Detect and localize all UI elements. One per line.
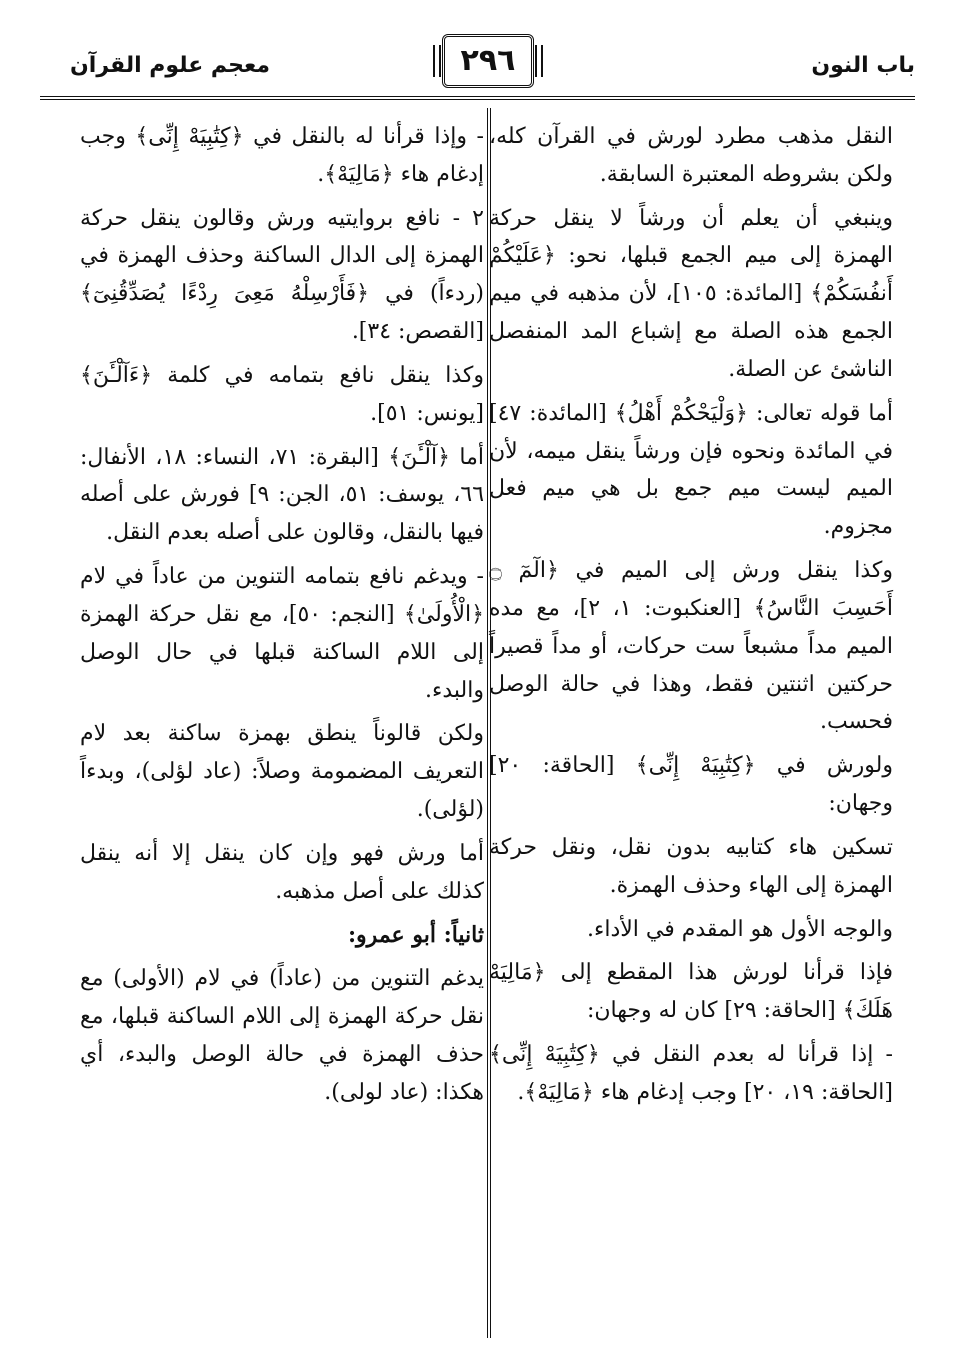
paragraph: ولكن قالوناً ينطق بهمزة ساكنة بعد لام التعريف المضمومة وصلاً: (عاد لؤلى)، وبدءاً (لؤلى). — [80, 721, 484, 823]
paragraph: النقل مذهب مطرد لورش في القرآن كله، ولكن بشروطه المعتبرة السابقة. — [489, 124, 893, 187]
paragraph: ولورش في ﴿كِتَٰبِيَهْ إِنِّى﴾ [الحاقة: ٢٠] وجهان: — [489, 753, 893, 817]
paragraph: ٢ - نافع بروايتيه ورش وقالون ينقل حركة الهمزة إلى الدال الساكنة وحذف الهمزة في (ردءاً) في ﴿فَأَرْسِلْهُ مَعِىَ رِدْءًا يُصَدِّقُنِىٓ﴾ [القصص: ٣٤]. — [80, 205, 484, 345]
paragraph: وينبغي أن يعلم أن ورشاً لا ينقل حركة الهمزة إلى ميم الجمع قبلها، نحو: ﴿عَلَيْكُمْ أَنفُسَكُمْ﴾ [المائدة: ١٠٥]، لأن مذهبه في ميم الجمع هذه الصلة مع إشباع المد المنفصل الناشئ عن الصلة. — [489, 205, 893, 382]
right-column — [489, 118, 893, 1118]
paragraph: أما قوله تعالى: ﴿وَلْيَحْكُمْ أَهْلُ﴾ [المائدة: ٤٧] في المائدة ونحوه فإن ورشاً ينقل ميمه، لأن الميم ليست ميم جمع بل هي ميم فعل مجزوم. — [489, 400, 893, 540]
paragraph: وكذا ينقل نافع بتمامه في كلمة ﴿ءَآلْـَٔنَ﴾ [يونس: ٥١]. — [80, 362, 484, 426]
paragraph: - إذا قرأنا له بعدم النقل في ﴿كِتَٰبِيَهْ إِنِّى﴾ [الحاقة: ١٩، ٢٠] وجب إدغام هاء ﴿مَالِيَهْ﴾. — [489, 1042, 893, 1105]
page-number: ٢٩٦ — [442, 34, 534, 88]
paragraph: يدغم التنوين من (عاداً) في لام (الأولى) مع نقل حركة الهمزة إلى اللام الساكنة قبلها، مع حذف الهمزة في حالة الوصل والبدء، أي هكذا: (عاد لولى). — [80, 966, 484, 1105]
header-rule — [40, 96, 915, 100]
page-header — [40, 28, 915, 100]
paragraph: فإذا قرأنا لورش هذا المقطع إلى ﴿مَالِيَهْ هَلَكَ﴾ [الحاقة: ٢٩] كان له وجهان: — [489, 960, 893, 1024]
left-column — [80, 118, 484, 1118]
paragraph: أما ﴿آلْـَٔنَ﴾ [البقرة: ٧١، النساء: ١٨، الأنفال: ٦٦، يوسف: ٥١، الجن: ٩] فورش على أصله فيها بالنقل، وقالون على أصله بعدم النقل. — [80, 444, 485, 546]
section-heading: ثانياً: أبو عمرو: — [347, 921, 484, 948]
chapter-title: باب النون — [811, 53, 915, 78]
paragraph: تسكين هاء كتابيه بدون نقل، ونقل حركة الهمزة إلى الهاء وحذف الهمزة. — [489, 834, 893, 898]
paragraph: وكذا ينقل ورش إلى الميم في ﴿الٓمٓ ۝ أَحَسِبَ النَّاسُ﴾ [العنكبوت: ١، ٢]، مع مده الميم مداً مشبعاً ست حركات، أو مداً قصيراً حركتين اثنتين فقط، وهذا في حالة الوصل فحسب. — [489, 558, 893, 735]
book-title: معجم علوم القرآن — [70, 53, 271, 78]
paragraph: والوجه الأول هو المقدم في الأداء. — [587, 916, 893, 942]
column-divider — [487, 108, 491, 1338]
paragraph: أما ورش فهو وإن كان ينقل إلا أنه ينقل كذلك على أصل مذهبه. — [80, 840, 484, 904]
paragraph: - وإذا قرأنا له بالنقل في ﴿كِتَٰبِيَهْ إِنِّى﴾ وجب إدغام هاء ﴿مَالِيَهْ﴾. — [80, 124, 484, 187]
paragraph: - ويدغم نافع بتمامه التنوين من عاداً في لام ﴿الْأُولَىٰ﴾ [النجم: ٥٠]، مع نقل حركة الهمزة إلى اللام الساكنة قبلها في حال الوصل والبدء. — [80, 564, 484, 703]
